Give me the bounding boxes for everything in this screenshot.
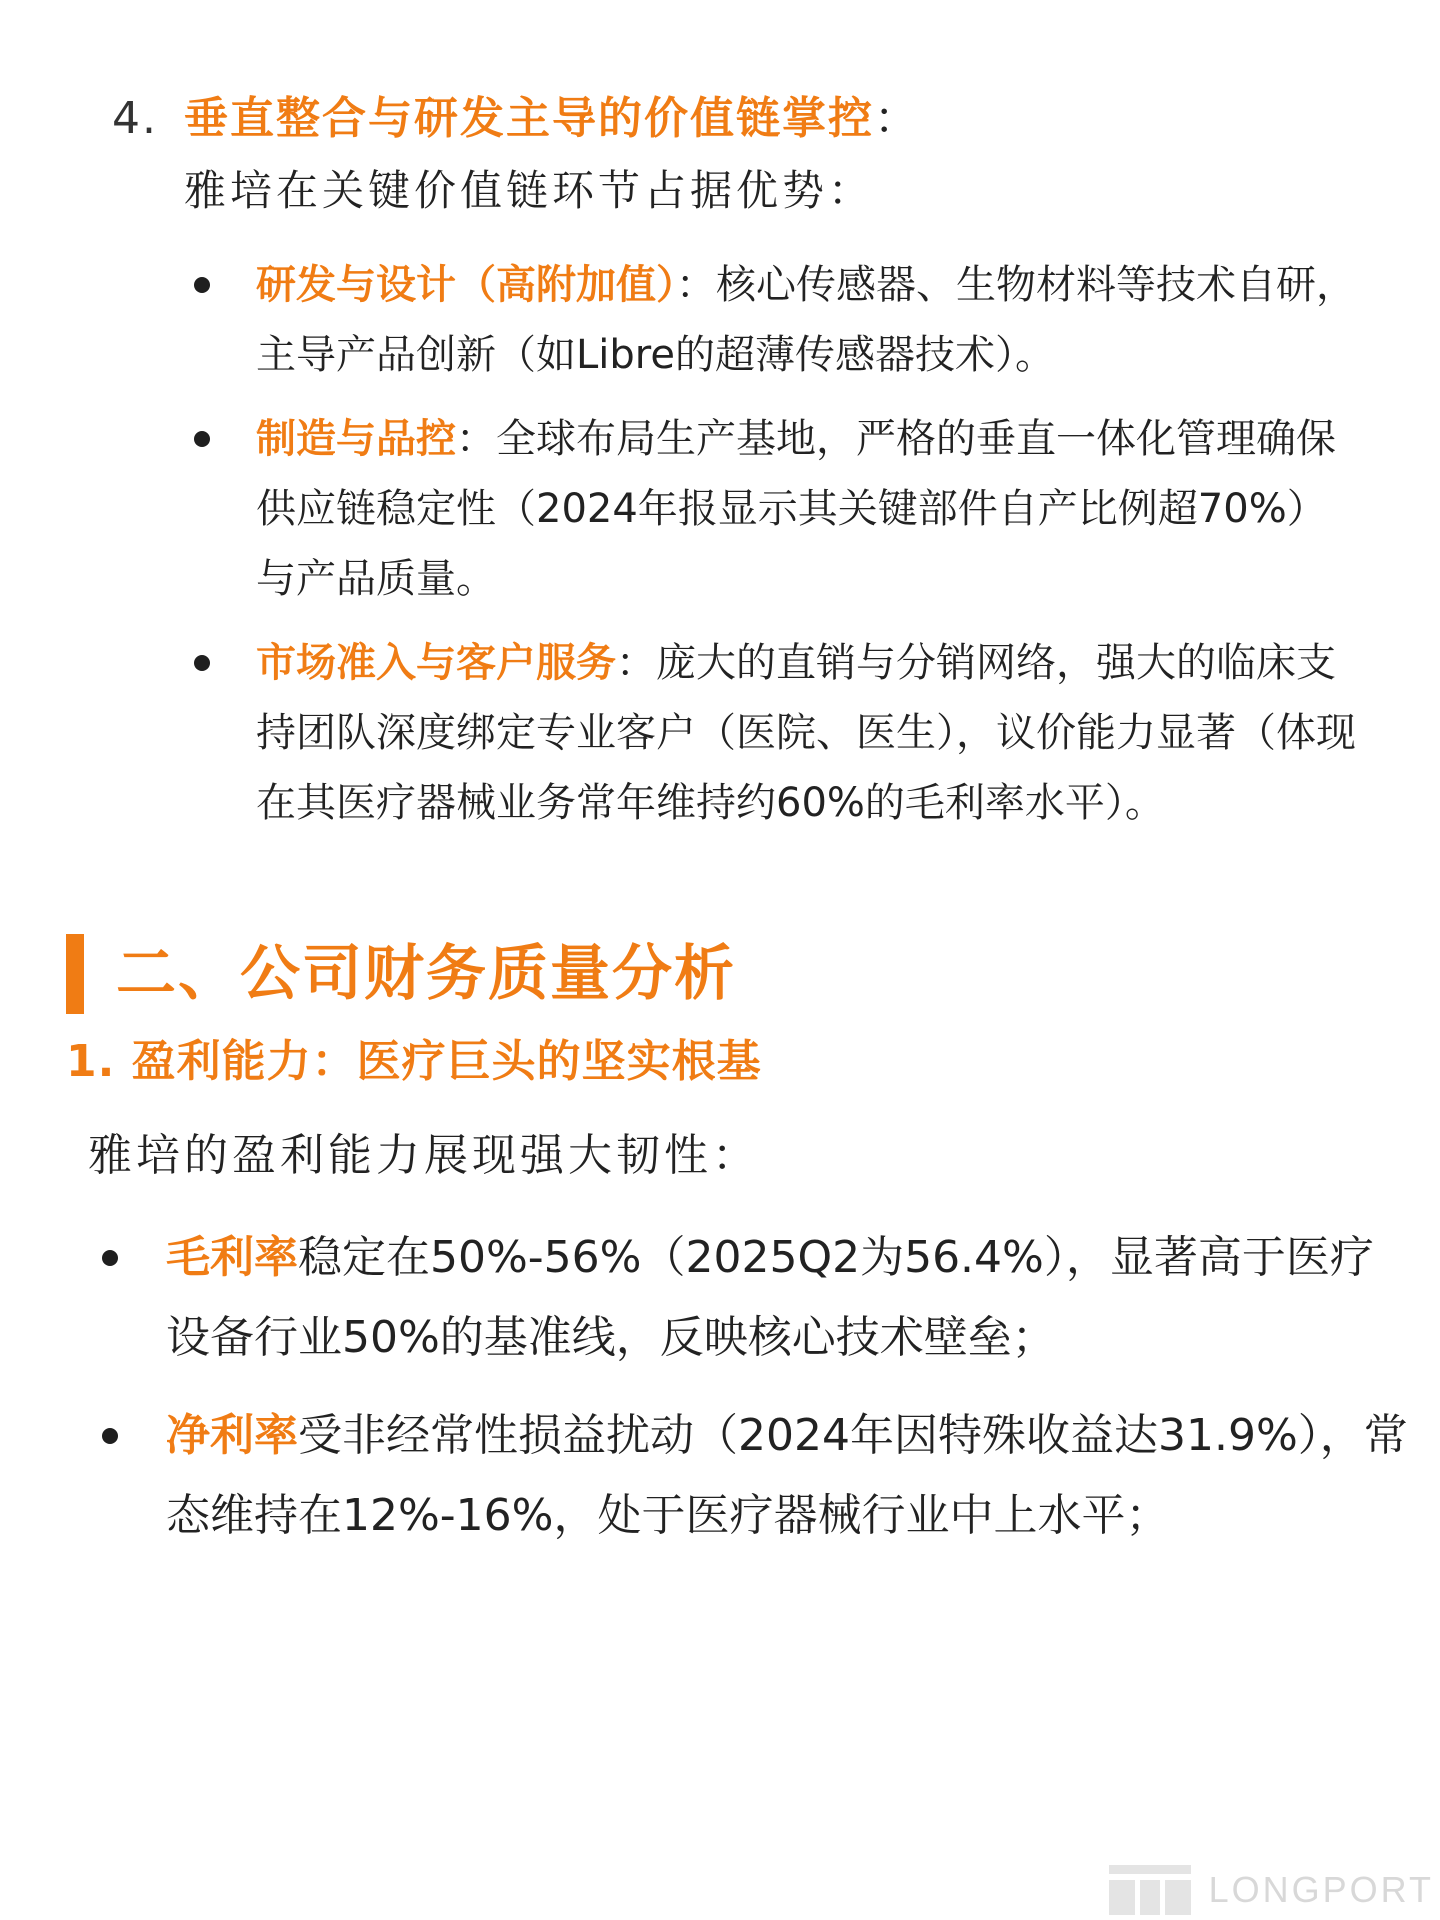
section-title: 二、公司财务质量分析	[116, 939, 736, 1009]
bullet-text: ：核心传感器、生物材料等技术自研，主导产品创新（如Libre的超薄传感器技术）。	[256, 262, 1356, 378]
bullet-label: 净利率	[166, 1410, 298, 1461]
bullet-dot-icon	[102, 1428, 118, 1444]
bullet-label: 研发与设计（高附加值）	[256, 262, 676, 308]
bullet-dot-icon	[194, 655, 210, 671]
subsection-title: 1. 盈利能力：医疗巨头的坚实根基	[66, 1036, 762, 1087]
list-item	[94, 1396, 1416, 1556]
bullet-text: ：全球布局生产基地，严格的垂直一体化管理确保供应链稳定性（2024年报显示其关键部件自产比例超70%）与产品质量。	[256, 416, 1336, 602]
section-4-heading	[112, 88, 1372, 150]
section-4-bullet-list	[184, 250, 1372, 838]
bullet-text: ：庞大的直销与分销网络，强大的临床支持团队深度绑定专业客户（医院、医生），议价能力显著（体现在其医疗器械业务常年维持约60%的毛利率水平）。	[256, 640, 1356, 826]
longport-watermark	[1109, 1862, 1434, 1918]
section-4-title: 垂直整合与研发主导的价值链掌控	[184, 93, 874, 144]
bullet-dot-icon	[102, 1250, 118, 1266]
bullet-dot-icon	[194, 431, 210, 447]
bullet-text: 稳定在50%-56%（2025Q2为56.4%），显著高于医疗设备行业50%的基准线，反映核心技术壁垒；	[166, 1232, 1374, 1363]
financial-quality-section	[66, 932, 1406, 1574]
bullet-label: 市场准入与客户服务	[256, 640, 616, 686]
list-item	[184, 404, 1366, 614]
profitability-bullet-list	[94, 1218, 1406, 1556]
bullet-label: 毛利率	[166, 1232, 298, 1283]
section-4-number: 4.	[112, 93, 158, 144]
bullet-dot-icon	[194, 277, 210, 293]
longport-logo-icon	[1109, 1865, 1191, 1915]
section-heading	[66, 932, 1406, 1016]
bullet-text: 受非经常性损益扰动（2024年因特殊收益达31.9%），常态维持在12%-16%，处于医疗器械行业中上水平；	[166, 1410, 1408, 1541]
list-item	[94, 1218, 1416, 1378]
heading-accent-bar	[66, 934, 84, 1014]
section-4-intro: 雅培在关键价值链环节占据优势：	[184, 166, 875, 215]
list-item	[184, 628, 1366, 838]
bullet-label: 制造与品控	[256, 416, 456, 462]
numbered-section-4	[112, 88, 1372, 852]
section-4-title-colon: ：	[874, 93, 920, 144]
subsection-intro: 雅培的盈利能力展现强大韧性：	[88, 1130, 760, 1181]
list-item	[184, 250, 1366, 390]
watermark-text: LONGPORT	[1208, 1869, 1434, 1910]
